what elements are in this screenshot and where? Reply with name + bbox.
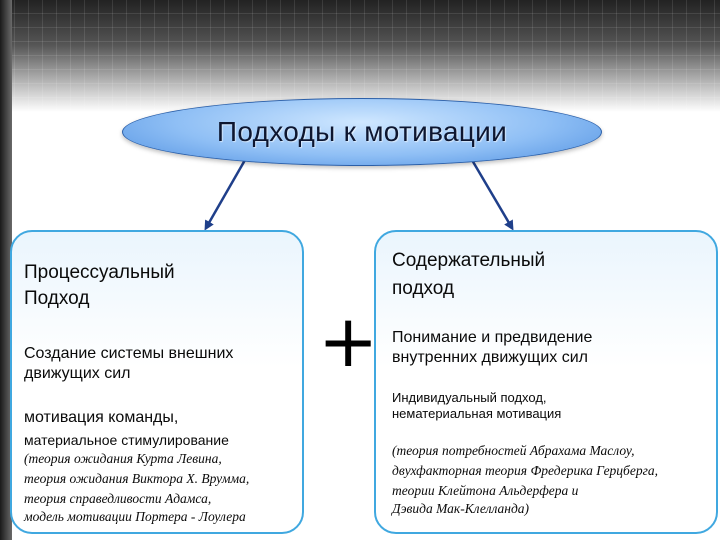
arrow-right <box>472 160 512 228</box>
right-desc-line-2: внутренних движущих сил <box>392 349 588 366</box>
right-theory-line-3: теории Клейтона Альдерфера и <box>392 483 579 498</box>
left-team-motivation: мотивация команды, <box>24 409 179 426</box>
right-theory-line-4: Дэвида Мак-Клелланда) <box>392 501 530 516</box>
left-theory-line-1: (теория ожидания Курта Левина, <box>24 451 222 466</box>
grid-decoration <box>0 0 720 112</box>
title-ellipse <box>122 98 602 166</box>
left-desc-line-2: движущих сил <box>24 365 131 382</box>
left-material-stimulation: материальное стимулирование <box>24 432 229 448</box>
arrow-left <box>206 160 245 228</box>
left-heading-line-2: Подход <box>24 288 90 309</box>
plus-sign: + <box>318 299 379 383</box>
right-individual-line-1: Индивидуальный подход, <box>392 390 547 405</box>
left-theory-line-4: модель мотивации Портера - Лоулера <box>24 509 246 524</box>
left-theory-line-3: теория справедливости Адамса, <box>24 491 212 506</box>
left-theory-line-2: теория ожидания Виктора Х. Врумма, <box>24 471 250 486</box>
left-heading-line-1: Процессуальный <box>24 262 175 283</box>
right-individual-line-2: нематериальная мотивация <box>392 406 562 421</box>
right-heading-line-1: Содержательный <box>392 250 546 271</box>
right-heading-line-2: подход <box>392 278 455 299</box>
left-desc-line-1: Создание системы внешних <box>24 345 234 362</box>
right-theory-line-1: (теория потребностей Абрахама Маслоу, <box>392 443 635 458</box>
diagram-title: Подходы к мотивации <box>216 116 508 147</box>
right-theory-line-2: двухфакторная теория Фредерика Герцберга, <box>392 463 658 478</box>
right-desc-line-1: Понимание и предвидение <box>392 329 593 346</box>
